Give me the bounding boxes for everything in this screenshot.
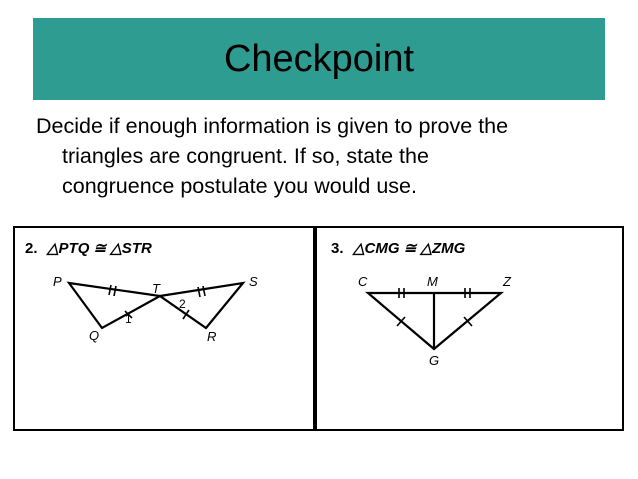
angle-1-label: 1 xyxy=(125,312,132,326)
label-p: P xyxy=(53,274,62,289)
label-g: G xyxy=(429,353,440,368)
problem-3-frame xyxy=(316,227,623,430)
instructions-line-1: Decide if enough information is given to prove the xyxy=(36,114,509,138)
problem-2-panel xyxy=(14,227,314,430)
label-m: M xyxy=(427,274,438,289)
problem-2-frame xyxy=(14,227,314,430)
label-q: Q xyxy=(89,328,100,343)
label-t: T xyxy=(152,281,160,296)
problem-2-statement: △PTQ ≅ △STR xyxy=(47,240,152,257)
title-banner xyxy=(33,18,605,100)
instructions-text xyxy=(36,111,606,201)
instructions-line-3: congruence postulate you would use. xyxy=(62,174,417,198)
label-s: S xyxy=(249,274,258,289)
problems-figure xyxy=(13,226,625,432)
label-c: C xyxy=(358,274,368,289)
problem-3-number: 3. xyxy=(331,240,344,257)
triangle-str xyxy=(160,283,243,328)
label-r: R xyxy=(207,329,217,344)
problem-3-diagram xyxy=(368,293,501,349)
problem-3-statement: △CMG ≅ △ZMG xyxy=(353,240,466,257)
instructions-line-2: triangles are congruent. If so, state the xyxy=(62,144,429,168)
problem-3-panel xyxy=(316,227,623,430)
label-z: Z xyxy=(503,274,511,289)
problem-2-number: 2. xyxy=(25,240,38,257)
angle-2-label: 2 xyxy=(179,297,186,311)
slide-title: Checkpoint xyxy=(223,38,415,80)
